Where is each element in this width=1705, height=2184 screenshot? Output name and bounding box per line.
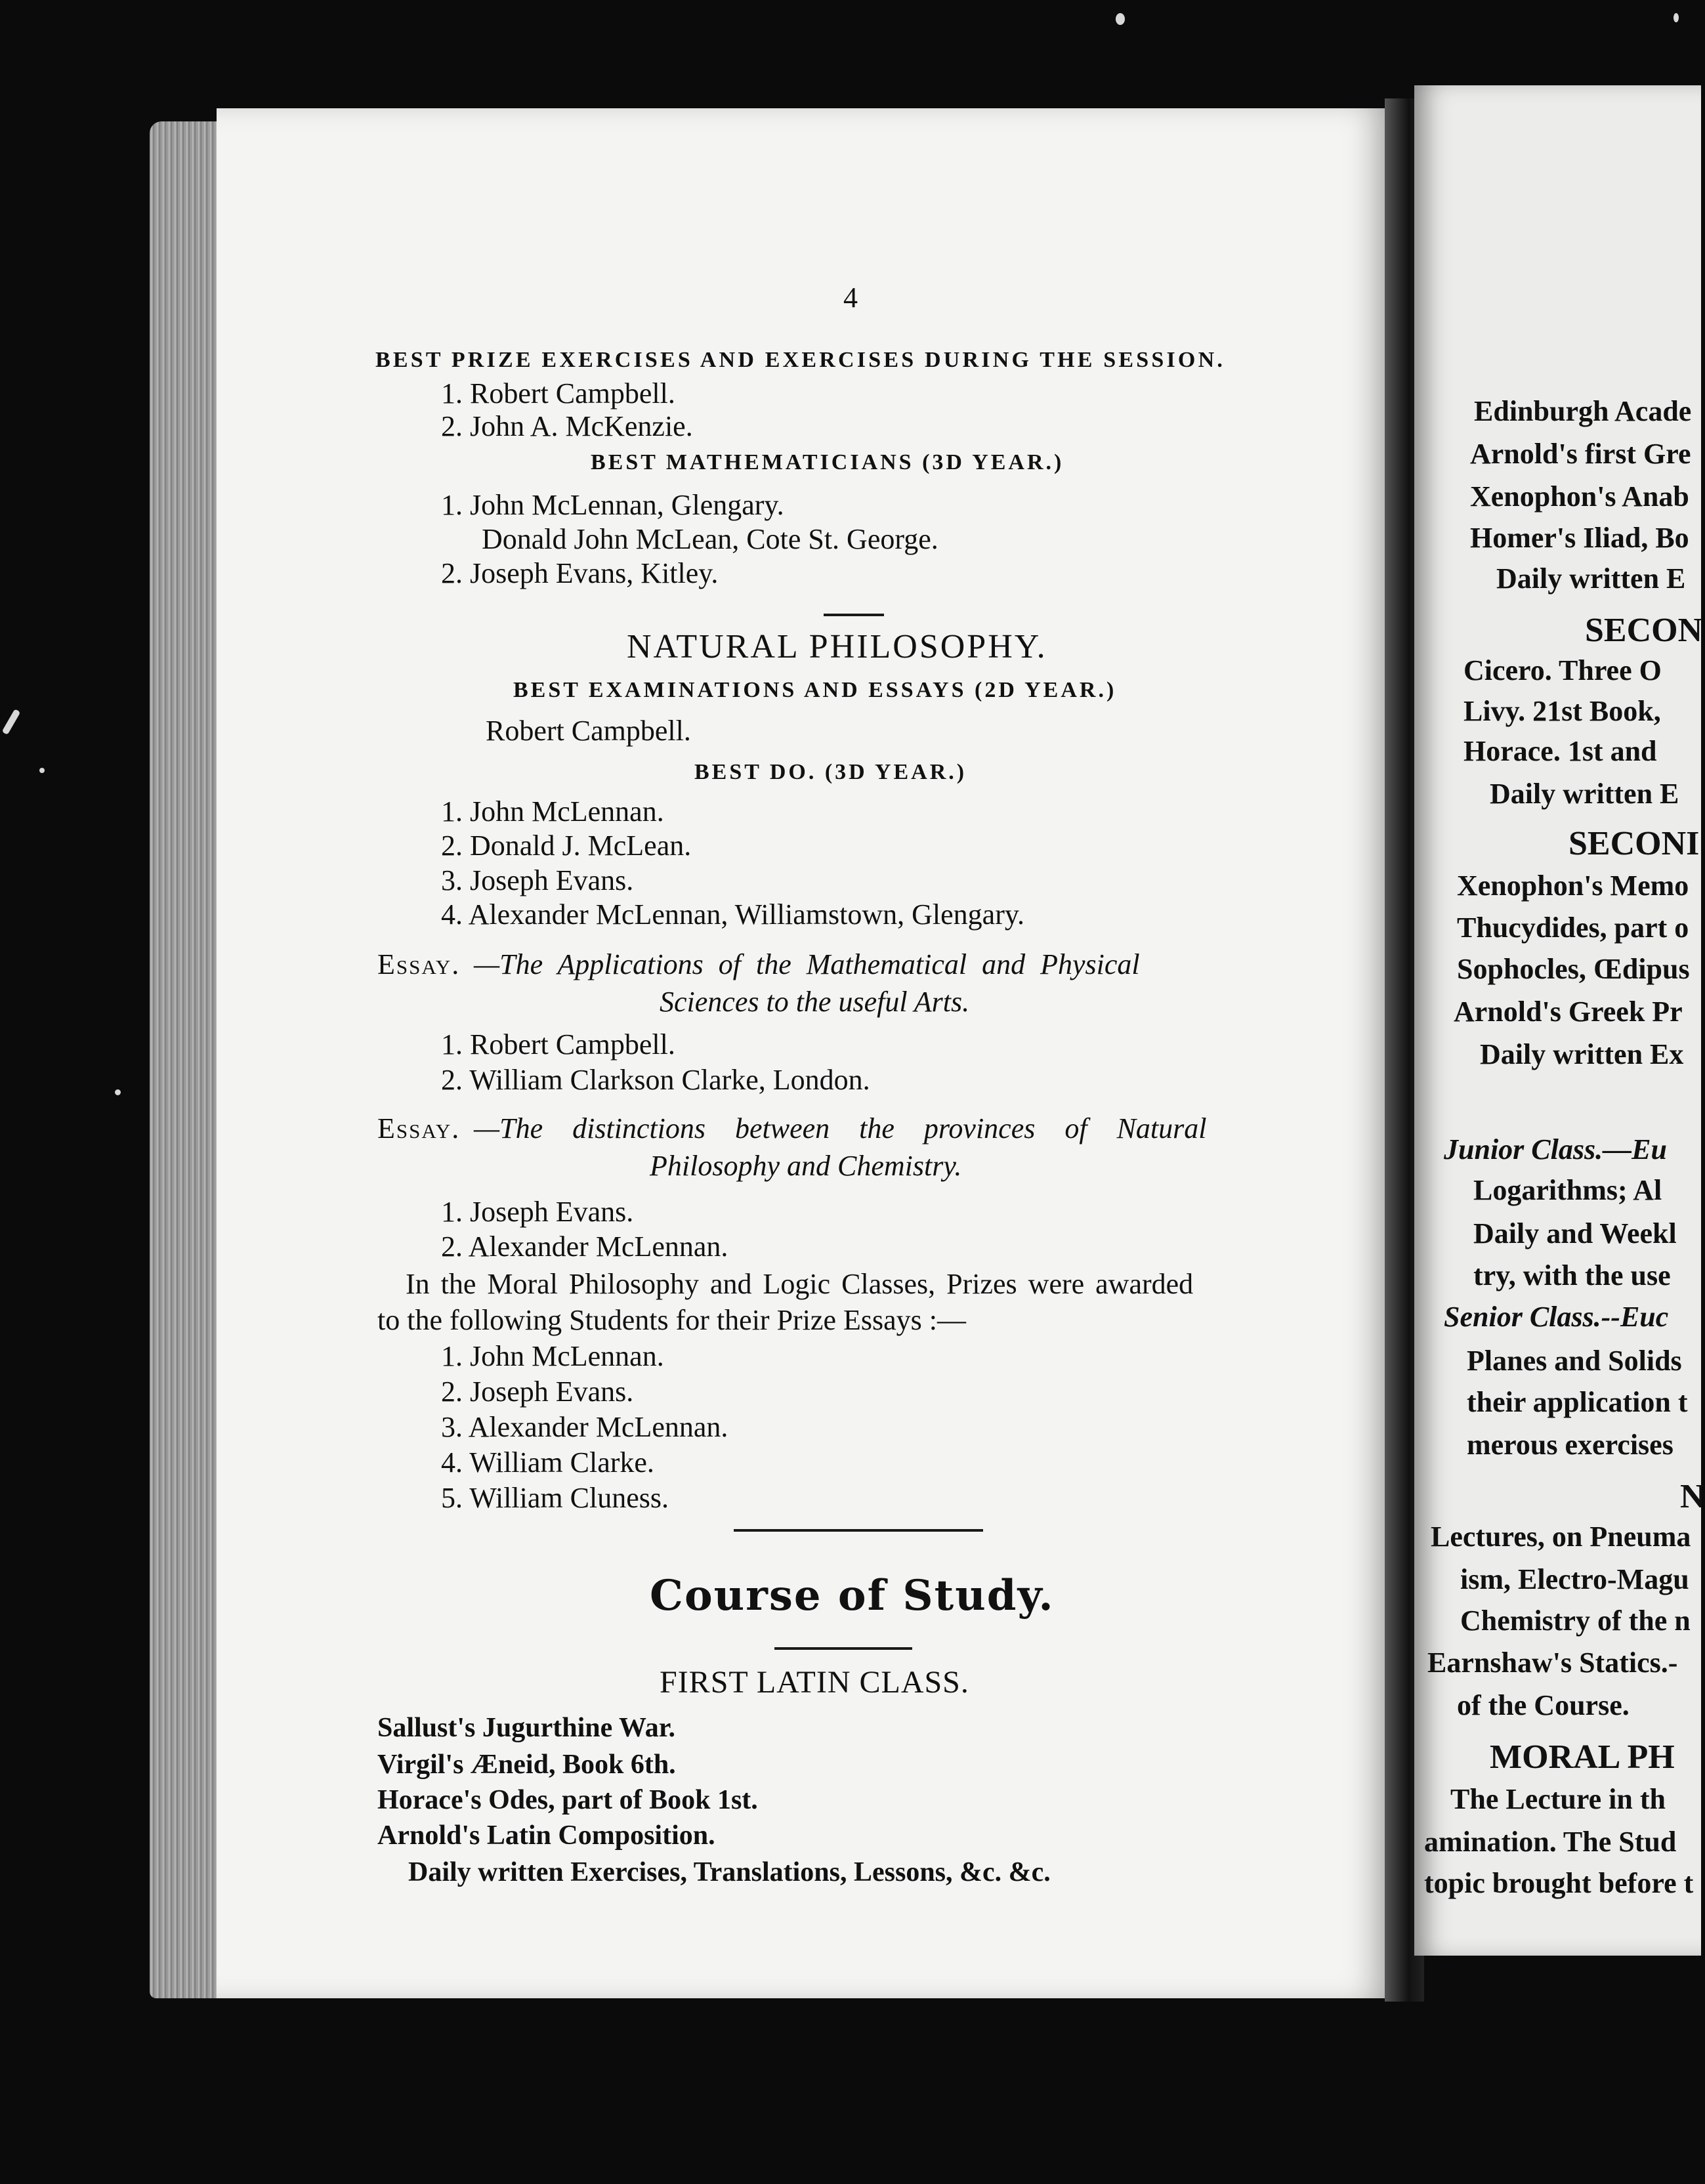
do-item: 1. John McLennan. xyxy=(441,795,664,828)
right-page-line: Earnshaw's Statics.- xyxy=(1427,1647,1678,1679)
dust-speck xyxy=(115,1089,121,1095)
essay-item: 2. William Clarkson Clarke, London. xyxy=(441,1064,870,1096)
essay-item: 1. Robert Campbell. xyxy=(441,1028,675,1060)
right-page-line: Daily written E xyxy=(1490,778,1679,810)
right-page-line: of the Course. xyxy=(1457,1689,1630,1721)
right-page-line: Xenophon's Anab xyxy=(1470,480,1689,513)
right-page-line: Daily written Ex xyxy=(1480,1038,1684,1070)
mathematicians-heading: BEST MATHEMATICIANS (3D YEAR.) xyxy=(591,450,1064,474)
right-page-line: Xenophon's Memo xyxy=(1457,870,1689,902)
right-page-line: Arnold's Greek Pr xyxy=(1454,996,1683,1028)
right-page-line: Horace. 1st and xyxy=(1463,735,1657,767)
right-page xyxy=(1414,85,1705,1956)
course-daily-line: Daily written Exercises, Translations, Lessons, &c. &c. xyxy=(408,1857,1051,1887)
page-number: 4 xyxy=(843,282,858,314)
prize-item: 2. John A. McKenzie. xyxy=(441,410,693,442)
examination-item: Robert Campbell. xyxy=(486,715,691,747)
right-page-line: SECONI xyxy=(1568,825,1700,862)
do-item: 3. Joseph Evans. xyxy=(441,864,634,896)
section-rule xyxy=(824,614,884,616)
natural-philosophy-title: NATURAL PHILOSOPHY. xyxy=(627,628,1047,665)
essay-title-line: Philosophy and Chemistry. xyxy=(650,1150,962,1182)
moral-item: 1. John McLennan. xyxy=(441,1340,664,1372)
right-page-line: amination. The Stud xyxy=(1424,1826,1677,1858)
course-item: Sallust's Jugurthine War. xyxy=(377,1713,675,1743)
essay-title-line: Sciences to the useful Arts. xyxy=(660,986,970,1018)
prize-item: 1. Robert Campbell. xyxy=(441,377,675,410)
first-latin-class-title: FIRST LATIN CLASS. xyxy=(660,1665,969,1700)
right-page-line: ism, Electro-Magu xyxy=(1460,1563,1689,1595)
essay-item: 1. Joseph Evans. xyxy=(441,1196,634,1228)
right-page-line: Cicero. Three O xyxy=(1463,654,1662,686)
essay-title-line: —The distinctions between the provinces of Natural xyxy=(474,1112,1207,1144)
prize-exercises-heading: BEST PRIZE EXERCISES AND EXERCISES DURING THE SESSION. xyxy=(375,348,1226,372)
right-page-line: Daily and Weekl xyxy=(1473,1217,1677,1250)
moral-paragraph-line: In the Moral Philosophy and Logic Classes, Prizes were awarded xyxy=(406,1268,1194,1300)
mathematician-item: Donald John McLean, Cote St. George. xyxy=(482,523,938,555)
section-rule xyxy=(734,1529,983,1532)
mathematician-item: 1. John McLennan, Glengary. xyxy=(441,489,784,521)
right-page-line: The Lecture in th xyxy=(1450,1783,1666,1815)
right-page-line: Senior Class.--Euc xyxy=(1444,1301,1669,1333)
right-page-line: try, with the use xyxy=(1473,1259,1671,1292)
moral-item: 2. Joseph Evans. xyxy=(441,1376,634,1408)
right-page-line: their application t xyxy=(1467,1386,1688,1418)
right-page-line: Sophocles, Œdipus xyxy=(1457,953,1690,985)
moral-paragraph-line: to the following Students for their Prize Essays :— xyxy=(377,1304,966,1336)
right-page-line: Arnold's first Gre xyxy=(1470,438,1691,470)
dust-speck xyxy=(39,768,45,773)
right-page-line: Lectures, on Pneuma xyxy=(1431,1521,1691,1553)
right-page-line: SECON xyxy=(1585,612,1703,649)
right-page-line: topic brought before t xyxy=(1424,1867,1694,1899)
essay-item: 2. Alexander McLennan. xyxy=(441,1230,728,1263)
essay-label: Essay. xyxy=(377,1112,461,1144)
do-item: 4. Alexander McLennan, Williamstown, Glengary. xyxy=(441,898,1025,931)
course-item: Virgil's Æneid, Book 6th. xyxy=(377,1750,676,1780)
moral-item: 3. Alexander McLennan. xyxy=(441,1411,728,1443)
right-page-line: Edinburgh Acade xyxy=(1474,395,1692,427)
right-page-line: Logarithms; Al xyxy=(1473,1174,1662,1206)
moral-item: 5. William Cluness. xyxy=(441,1482,669,1514)
course-item: Horace's Odes, part of Book 1st. xyxy=(377,1785,758,1815)
section-rule xyxy=(774,1647,912,1650)
right-page-line: Chemistry of the n xyxy=(1460,1605,1691,1637)
best-do-heading: BEST DO. (3D YEAR.) xyxy=(694,760,967,784)
right-page-line: Livy. 21st Book, xyxy=(1463,695,1661,727)
mathematician-item: 2. Joseph Evans, Kitley. xyxy=(441,557,719,589)
dust-speck xyxy=(1116,13,1125,25)
right-page-line: merous exercises xyxy=(1467,1429,1673,1461)
right-page-line: MORAL PH xyxy=(1490,1738,1675,1776)
right-page-line: Daily written E xyxy=(1496,562,1686,595)
course-of-study-title: Course of Study. xyxy=(650,1571,1055,1620)
best-examinations-heading: BEST EXAMINATIONS AND ESSAYS (2D YEAR.) xyxy=(513,678,1117,702)
right-page-line: Thucydides, part o xyxy=(1457,912,1689,944)
right-page-line: N xyxy=(1680,1478,1705,1515)
course-item: Arnold's Latin Composition. xyxy=(377,1820,715,1851)
right-page-line: Homer's Iliad, Bo xyxy=(1470,522,1689,554)
essay-label: Essay. xyxy=(377,948,461,980)
dust-speck xyxy=(2,709,21,735)
dust-speck xyxy=(1673,13,1679,22)
moral-item: 4. William Clarke. xyxy=(441,1446,654,1479)
right-page-line: Junior Class.—Eu xyxy=(1444,1133,1667,1166)
right-page-line: Planes and Solids xyxy=(1467,1345,1682,1377)
essay-title-line: —The Applications of the Mathematical and Physical xyxy=(474,948,1140,980)
do-item: 2. Donald J. McLean. xyxy=(441,830,692,862)
